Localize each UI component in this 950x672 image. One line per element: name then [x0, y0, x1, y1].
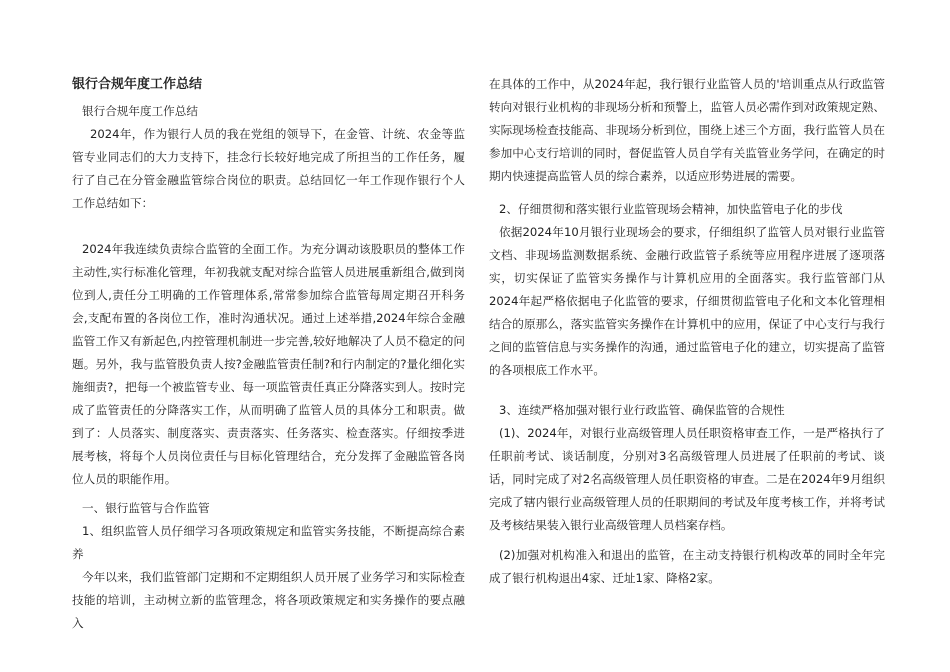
subsection-heading-2: 2、仔细贯彻和落实银行业监管现场会精神，加快监管电子化的步伐 [499, 202, 843, 216]
market-access-paragraph: (2)加强对机构准入和退出的监管，在主动支持银行机构改革的同时全年完成了银行机构退出4家、迁址1家、降格2家。 [489, 548, 885, 585]
training-continued-paragraph: 在具体的工作中，从2024年起，我行银行业监管人员的'培训重点从行政监管转向对银行业机构的非现场分析和预警上，监管人员必需作到对政策规定熟、实际现场检查技能高、非现场分析到位，围绕上述三个方面，我行监管人员在参加中心支行培训的同时，督促监管人员自学有关监管业务学问，在确定的时期内快速提高监管人员的综合素养，以适应形势进展的需要。 [489, 77, 885, 183]
subsection-heading-3: 3、连续严格加强对银行业行政监管、确保监管的合规性 [499, 403, 785, 417]
document-title: 银行合规年度工作总结 [72, 77, 203, 92]
section-heading-1: 一、银行监管与合作监管 [82, 501, 210, 515]
subsection-heading-1: 1、组织监管人员仔细学习各项政策规定和监管实务技能，不断提高综合素养 [72, 524, 465, 561]
overview-paragraph: 2024年我连续负责综合监管的全面工作。为充分调动该股职员的整体工作主动性,实行标准化管理，年初我就支配对综合监管人员进展重新组合,做到岗位到人,责任分工明确的工作管理体系,常常参加综合监管每周定期召开科务会,支配布置的各岗位工作，准时沟通状况。通过上述举措,2024年综合金融监管工作又有新起色,内控管理机制进一步完善,较好地解决了人员不稳定的问题。另外，我与监管股负责人按?金融监管责任制?和行内制定的?量化细化实施细责?，把每一个被监管专业、每一项监管责任真正分降落实到人。按时完成了监管责任的分降落实工作，从而明确了监管人员的具体分工和职责。做到了：人员落实、制度落实、责责落实、任务落实、检查落实。仔细按季进展考核，将每个人员岗位责任与目标化管理结合，充分发挥了金融监管各岗位人员的职能作用。 [72, 242, 465, 486]
subtitle-paragraph: 银行合规年度工作总结 [82, 104, 198, 118]
intro-paragraph: 2024年，作为银行人员的我在党组的领导下，在金管、计统、农金等监管专业同志们的大力支持下，挂念行长较好地完成了所担当的工作任务，履行了自己在分管金融监管综合岗位的职责。总结回忆一年工作现作银行个人工作总结如下： [72, 127, 465, 210]
qualification-review-paragraph: (1)、2024年，对银行业高级管理人员任职资格审查工作，一是严格执行了任职前考试、谈话制度，分别对3名高级管理人员进展了任职前的考试、谈话，同时完成了对2名高级管理人员任职资格的审查。二是在2024年9月组织完成了辖内银行业高级管理人员的任职期间的考试及年度考核工作，并将考试及考核结果装入银行业高级管理人员档案存档。 [489, 426, 885, 532]
training-paragraph: 今年以来，我们监管部门定期和不定期组织人员开展了业务学习和实际检查技能的培训，主动树立新的监管理念，将各项政策规定和实务操作的要点融入 [72, 570, 465, 630]
electronic-supervision-paragraph: 依据2024年10月银行业现场会的要求，仔细组织了监管人员对银行业监管文档、非现场监测数据系统、金融行政监管子系统等应用程序进展了逐项落实，切实保证了监管实务操作与计算机应用的全面落实。我行监管部门从2024年起严格依据电子化监管的要求，仔细贯彻监管电子化和文本化管理相结合的原那么，落实监管实务操作在计算机中的应用，保证了中心支行与我行之间的监管信息与实务操作的沟通，通过监管电子化的建立，切实提高了监管的各项根底工作水平。 [489, 225, 885, 377]
